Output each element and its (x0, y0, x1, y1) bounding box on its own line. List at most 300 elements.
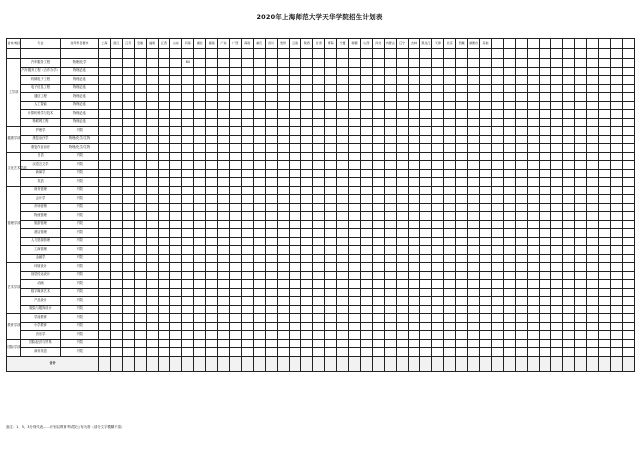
plan-cell (610, 331, 622, 340)
plan-cell (289, 271, 301, 280)
plan-cell (265, 254, 277, 263)
plan-cell (396, 76, 408, 85)
plan-cell (253, 297, 265, 306)
plan-cell (349, 220, 361, 229)
plan-cell (575, 135, 587, 144)
region-header-cell: 宁夏 (337, 39, 349, 49)
plan-cell (194, 254, 206, 263)
plan-cell (289, 220, 301, 229)
plan-cell (491, 84, 503, 93)
plan-cell (241, 229, 253, 238)
plan-cell (444, 144, 456, 153)
plan-cell (384, 229, 396, 238)
plan-cell (313, 101, 325, 110)
plan-cell (503, 195, 515, 204)
plan-cell (241, 339, 253, 348)
plan-cell (491, 203, 503, 212)
plan-cell (384, 322, 396, 331)
plan-cell (468, 331, 480, 340)
plan-cell (384, 118, 396, 127)
plan-cell (277, 76, 289, 85)
plan-cell (551, 339, 563, 348)
plan-cell (408, 84, 420, 93)
total-cell (468, 356, 480, 371)
plan-cell (563, 203, 575, 212)
plan-cell (360, 76, 372, 85)
major-name: 财务管理 (21, 186, 61, 195)
plan-cell (337, 186, 349, 195)
plan-cell (229, 93, 241, 102)
plan-cell (527, 229, 539, 238)
plan-cell (349, 195, 361, 204)
subject-requirement: 不限 (61, 322, 99, 331)
plan-cell (456, 263, 468, 272)
plan-cell (396, 59, 408, 68)
plan-cell (206, 288, 218, 297)
plan-cell (432, 263, 444, 272)
region-header-cell: 山东 (170, 39, 182, 49)
plan-cell (420, 110, 432, 119)
plan-cell (206, 322, 218, 331)
total-cell (110, 356, 122, 371)
plan-cell (456, 212, 468, 221)
plan-cell (349, 203, 361, 212)
plan-cell (301, 186, 313, 195)
plan-cell (229, 288, 241, 297)
plan-cell (360, 84, 372, 93)
major-name: 机械电子工程 (21, 76, 61, 85)
plan-cell (599, 118, 611, 127)
plan-cell (515, 110, 527, 119)
plan-cell (134, 118, 146, 127)
plan-cell (158, 93, 170, 102)
plan-cell (313, 246, 325, 255)
plan-cell (396, 84, 408, 93)
plan-cell (480, 161, 492, 170)
plan-cell (622, 254, 634, 263)
total-cell (491, 356, 503, 371)
plan-cell (182, 195, 194, 204)
plan-cell (265, 76, 277, 85)
plan-cell (610, 144, 622, 153)
plan-cell (325, 297, 337, 306)
plan-cell (444, 101, 456, 110)
plan-cell (610, 152, 622, 161)
plan-cell (265, 110, 277, 119)
plan-cell (599, 110, 611, 119)
plan-cell (182, 178, 194, 187)
plan-cell (563, 246, 575, 255)
plan-cell (599, 339, 611, 348)
plan-cell (551, 203, 563, 212)
plan-cell (110, 322, 122, 331)
plan-cell (432, 229, 444, 238)
total-cell (206, 356, 218, 371)
plan-cell (408, 178, 420, 187)
plan-cell (575, 331, 587, 340)
plan-cell (491, 271, 503, 280)
plan-cell (360, 152, 372, 161)
plan-cell (182, 203, 194, 212)
plan-cell (408, 93, 420, 102)
plan-cell (218, 212, 230, 221)
plan-cell (575, 263, 587, 272)
plan-cell (527, 220, 539, 229)
plan-cell (277, 322, 289, 331)
plan-cell (599, 67, 611, 76)
plan-cell (253, 93, 265, 102)
plan-cell (384, 271, 396, 280)
plan-cell (277, 59, 289, 68)
plan-cell (158, 297, 170, 306)
region-header-cell: 其他 (480, 39, 492, 49)
plan-cell (372, 212, 384, 221)
plan-cell (622, 212, 634, 221)
plan-cell (468, 314, 480, 323)
plan-cell (539, 93, 551, 102)
plan-cell (146, 237, 158, 246)
plan-cell (503, 246, 515, 255)
plan-cell (563, 76, 575, 85)
plan-cell (468, 229, 480, 238)
plan-cell (372, 246, 384, 255)
plan-cell (468, 93, 480, 102)
plan-cell (563, 339, 575, 348)
plan-cell (480, 169, 492, 178)
plan-cell (384, 339, 396, 348)
plan-cell (444, 263, 456, 272)
plan-cell (539, 339, 551, 348)
table-row (7, 93, 635, 102)
plan-cell (265, 246, 277, 255)
plan-cell (313, 84, 325, 93)
plan-cell (253, 237, 265, 246)
plan-cell (134, 339, 146, 348)
plan-cell (539, 280, 551, 289)
plan-cell (289, 135, 301, 144)
plan-cell (610, 76, 622, 85)
plan-cell (122, 339, 134, 348)
plan-cell (265, 237, 277, 246)
plan-cell (241, 237, 253, 246)
table-row (7, 254, 635, 263)
plan-cell (122, 237, 134, 246)
plan-cell (527, 144, 539, 153)
plan-cell (527, 297, 539, 306)
region-header-cell: 甘肃 (313, 39, 325, 49)
plan-cell (539, 161, 551, 170)
plan-cell (218, 254, 230, 263)
plan-cell (289, 152, 301, 161)
table-row (7, 212, 635, 221)
subject-requirement: 不限 (61, 127, 99, 136)
subheader-cell (599, 49, 611, 59)
plan-cell (194, 195, 206, 204)
plan-cell (622, 110, 634, 119)
subject-requirement: 不限 (61, 195, 99, 204)
plan-cell (146, 314, 158, 323)
plan-cell (420, 271, 432, 280)
plan-cell (313, 280, 325, 289)
plan-cell (170, 84, 182, 93)
plan-cell (551, 280, 563, 289)
plan-cell (337, 297, 349, 306)
plan-cell (610, 110, 622, 119)
plan-cell (289, 59, 301, 68)
plan-cell (408, 118, 420, 127)
plan-cell (360, 297, 372, 306)
plan-cell (134, 178, 146, 187)
plan-cell (134, 169, 146, 178)
total-cell (420, 356, 432, 371)
plan-cell (170, 195, 182, 204)
plan-cell (456, 280, 468, 289)
plan-cell (491, 76, 503, 85)
group-label: 教育学部 (7, 314, 21, 340)
plan-cell (587, 127, 599, 136)
plan-cell (218, 93, 230, 102)
plan-cell (253, 331, 265, 340)
plan-cell (575, 271, 587, 280)
plan-cell (563, 161, 575, 170)
plan-cell (396, 229, 408, 238)
plan-cell (408, 101, 420, 110)
plan-cell (468, 186, 480, 195)
plan-cell (491, 331, 503, 340)
plan-cell (241, 93, 253, 102)
plan-cell (408, 322, 420, 331)
plan-cell (468, 254, 480, 263)
subheader-cell (170, 49, 182, 59)
plan-cell (527, 288, 539, 297)
plan-cell (444, 186, 456, 195)
plan-cell (610, 314, 622, 323)
total-cell (134, 356, 146, 371)
plan-cell (384, 152, 396, 161)
plan-cell (182, 76, 194, 85)
subheader-cell (622, 49, 634, 59)
plan-cell (146, 135, 158, 144)
plan-cell (563, 331, 575, 340)
plan-cell (218, 237, 230, 246)
plan-cell (432, 161, 444, 170)
plan-cell (480, 331, 492, 340)
plan-cell (325, 178, 337, 187)
plan-cell (229, 297, 241, 306)
plan-cell (575, 348, 587, 357)
plan-cell (253, 246, 265, 255)
plan-cell (99, 110, 111, 119)
plan-cell (265, 263, 277, 272)
plan-cell (99, 322, 111, 331)
plan-cell (599, 195, 611, 204)
plan-cell (515, 152, 527, 161)
plan-cell (241, 288, 253, 297)
plan-cell (229, 169, 241, 178)
plan-cell (480, 76, 492, 85)
plan-cell (539, 67, 551, 76)
plan-cell (384, 280, 396, 289)
plan-cell (158, 305, 170, 314)
plan-cell (432, 178, 444, 187)
plan-cell (456, 246, 468, 255)
plan-cell (515, 59, 527, 68)
plan-cell (420, 135, 432, 144)
plan-cell (289, 263, 301, 272)
major-name: 市场营销 (21, 203, 61, 212)
table-row (7, 322, 635, 331)
plan-cell (515, 229, 527, 238)
plan-cell (194, 186, 206, 195)
plan-cell (158, 127, 170, 136)
plan-cell (146, 101, 158, 110)
plan-cell (515, 135, 527, 144)
plan-cell (372, 118, 384, 127)
plan-cell (349, 322, 361, 331)
plan-cell (313, 186, 325, 195)
page-title: 2020年上海师范大学天华学院招生计划表 (256, 13, 383, 21)
plan-cell (325, 59, 337, 68)
plan-cell (551, 331, 563, 340)
subheader-cell (21, 49, 61, 59)
subheader-cell (563, 49, 575, 59)
plan-cell (396, 135, 408, 144)
plan-cell (622, 305, 634, 314)
plan-cell (170, 246, 182, 255)
plan-cell (480, 59, 492, 68)
plan-cell (182, 67, 194, 76)
plan-cell (325, 339, 337, 348)
plan-cell (491, 195, 503, 204)
plan-cell (253, 152, 265, 161)
plan-cell (241, 297, 253, 306)
plan-cell (503, 118, 515, 127)
plan-cell (229, 127, 241, 136)
plan-cell (241, 110, 253, 119)
plan-cell (384, 84, 396, 93)
plan-cell (563, 127, 575, 136)
subheader-cell (432, 49, 444, 59)
plan-cell (599, 135, 611, 144)
plan-cell (301, 84, 313, 93)
plan-cell (99, 118, 111, 127)
region-header-cell: 辽宁 (396, 39, 408, 49)
plan-cell (551, 127, 563, 136)
subject-requirement: 不限 (61, 169, 99, 178)
plan-cell (289, 246, 301, 255)
subheader-cell (110, 49, 122, 59)
plan-cell (372, 271, 384, 280)
table-row (7, 110, 635, 119)
plan-cell (170, 254, 182, 263)
plan-cell (587, 246, 599, 255)
subject-requirement: 不限 (61, 152, 99, 161)
plan-cell (337, 93, 349, 102)
plan-cell (456, 127, 468, 136)
plan-cell (491, 305, 503, 314)
plan-cell (551, 348, 563, 357)
plan-cell (110, 254, 122, 263)
plan-cell (170, 229, 182, 238)
total-cell (218, 356, 230, 371)
plan-cell (456, 297, 468, 306)
table-row (7, 169, 635, 178)
plan-cell (110, 339, 122, 348)
plan-cell (468, 169, 480, 178)
plan-cell (99, 271, 111, 280)
total-cell (360, 356, 372, 371)
plan-cell (289, 229, 301, 238)
plan-cell (313, 220, 325, 229)
plan-cell (313, 297, 325, 306)
subject-requirement: 物理必选 (61, 101, 99, 110)
plan-cell (313, 93, 325, 102)
plan-cell (313, 271, 325, 280)
plan-cell (349, 263, 361, 272)
plan-cell (241, 118, 253, 127)
plan-cell (408, 297, 420, 306)
plan-cell (515, 178, 527, 187)
plan-cell (551, 237, 563, 246)
plan-cell (337, 305, 349, 314)
table-row (7, 118, 635, 127)
plan-cell (277, 212, 289, 221)
plan-cell (360, 288, 372, 297)
plan-cell (218, 246, 230, 255)
plan-cell (480, 246, 492, 255)
plan-cell (241, 280, 253, 289)
plan-cell (301, 331, 313, 340)
plan-cell (301, 118, 313, 127)
major-name: 服装与服饰设计 (21, 305, 61, 314)
plan-cell (241, 331, 253, 340)
plan-cell (110, 127, 122, 136)
plan-cell (182, 297, 194, 306)
plan-cell (349, 305, 361, 314)
plan-cell (99, 144, 111, 153)
region-header-cell: 贵州 (277, 39, 289, 49)
plan-cell (360, 127, 372, 136)
plan-cell (575, 161, 587, 170)
plan-cell (444, 118, 456, 127)
total-cell (527, 356, 539, 371)
plan-cell (313, 254, 325, 263)
plan-cell (241, 178, 253, 187)
plan-cell (444, 280, 456, 289)
plan-cell (360, 229, 372, 238)
plan-cell (384, 254, 396, 263)
plan-cell (491, 161, 503, 170)
plan-cell (480, 118, 492, 127)
subheader-cell (360, 49, 372, 59)
plan-cell (456, 186, 468, 195)
plan-cell (265, 186, 277, 195)
plan-cell (277, 110, 289, 119)
plan-cell (408, 220, 420, 229)
plan-cell (456, 305, 468, 314)
plan-cell (110, 263, 122, 272)
plan-cell (527, 161, 539, 170)
plan-cell (289, 348, 301, 357)
plan-cell (277, 280, 289, 289)
plan-cell (480, 305, 492, 314)
plan-cell (158, 280, 170, 289)
plan-cell (325, 263, 337, 272)
table-row (7, 305, 635, 314)
major-name: 物联网工程 (21, 118, 61, 127)
plan-cell (170, 144, 182, 153)
plan-cell (610, 339, 622, 348)
